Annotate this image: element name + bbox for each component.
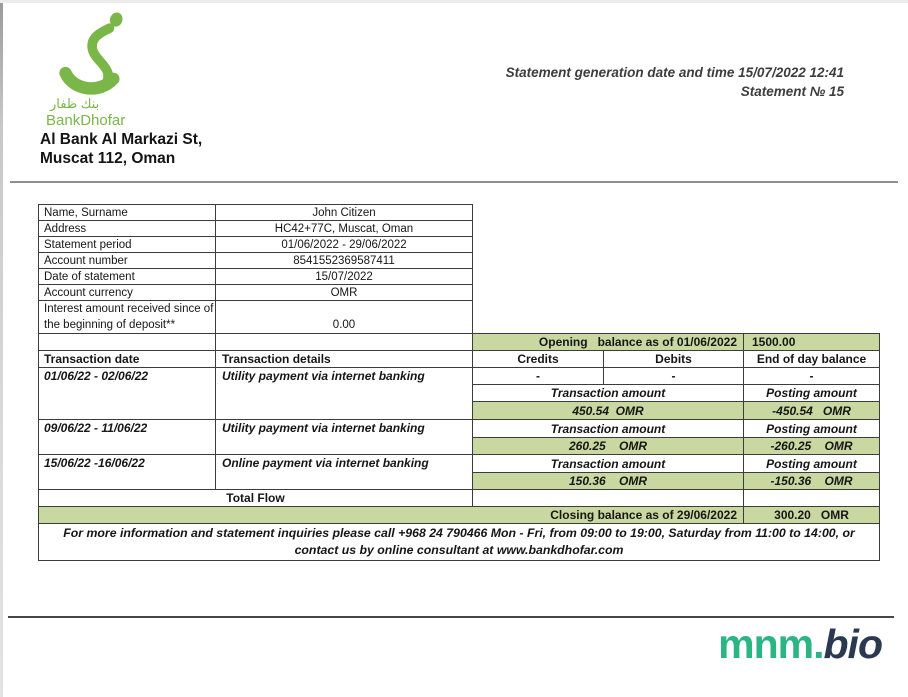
posting-amount-label: Posting amount — [744, 385, 880, 402]
bankdhofar-logo-icon — [56, 10, 142, 98]
transaction-row — [39, 420, 880, 438]
closing-balance-label: Closing balance as of 29/06/2022 — [39, 507, 744, 524]
info-value: HC42+77C, Muscat, Oman — [216, 221, 473, 237]
transaction-row — [39, 368, 880, 385]
footer-note-row — [39, 524, 880, 561]
info-label: Statement period — [39, 237, 216, 253]
header-credits: Credits — [473, 351, 604, 368]
info-row-period — [39, 237, 880, 253]
scan-edge-top — [0, 0, 908, 3]
column-header-row — [39, 351, 880, 368]
bottom-divider — [8, 616, 894, 618]
info-value: John Citizen — [216, 205, 473, 221]
transaction-amount-value: 150.36 OMR — [473, 473, 744, 490]
transaction-row — [39, 455, 880, 473]
header-transaction-details: Transaction details — [216, 351, 473, 368]
statement-table — [38, 204, 880, 561]
info-value: 0.00 — [216, 301, 473, 334]
bank-name: BankDhofar — [46, 112, 126, 129]
header-end-of-day-balance: End of day balance — [744, 351, 880, 368]
info-value: 8541552369587411 — [216, 253, 473, 269]
info-row-address — [39, 221, 880, 237]
info-value: OMR — [216, 285, 473, 301]
bank-address — [40, 130, 202, 168]
statement-generation-line: Statement generation date and time 15/07/2022 12:41 — [505, 65, 844, 80]
statement-meta — [506, 63, 844, 101]
scan-edge-left — [0, 0, 3, 697]
info-row-statement-date — [39, 269, 880, 285]
transaction-eod: - — [744, 368, 880, 385]
mnm-logo-dark-part: bio — [823, 621, 882, 667]
bank-logo — [44, 10, 204, 129]
info-value: 15/07/2022 — [216, 269, 473, 285]
posting-amount-value: -260.25 OMR — [744, 438, 880, 455]
opening-balance-row — [39, 334, 880, 351]
total-flow-row — [39, 490, 880, 507]
opening-balance-label: Opening balance as of 01/06/2022 — [473, 334, 744, 351]
info-label: Date of statement — [39, 269, 216, 285]
transaction-date: 15/06/22 -16/06/22 — [39, 455, 216, 490]
statement-number-line: Statement № 15 — [740, 84, 844, 99]
posting-amount-value: -150.36 OMR — [744, 473, 880, 490]
info-row-name — [39, 205, 880, 221]
mnm-logo-green-part: mnm. — [718, 621, 824, 667]
total-flow-label: Total Flow — [39, 490, 473, 507]
info-label: Account number — [39, 253, 216, 269]
transaction-date: 01/06/22 - 02/06/22 — [39, 368, 216, 420]
posting-amount-label: Posting amount — [744, 455, 880, 473]
info-label: Account currency — [39, 285, 216, 301]
transaction-debits: - — [604, 368, 744, 385]
footer-note-line2: contact us by online consultant at www.bankdhofar.com — [294, 543, 624, 558]
posting-amount-label: Posting amount — [744, 420, 880, 438]
transaction-details: Utility payment via internet banking — [216, 368, 473, 420]
transaction-amount-value: 260.25 OMR — [473, 438, 744, 455]
transaction-amount-label: Transaction amount — [473, 385, 744, 402]
header-divider — [10, 181, 898, 183]
transaction-date: 09/06/22 - 11/06/22 — [39, 420, 216, 455]
info-row-interest — [39, 301, 880, 334]
footer-note — [39, 524, 880, 561]
header-transaction-date: Transaction date — [39, 351, 216, 368]
opening-balance-value: 1500.00 — [744, 334, 880, 351]
posting-amount-value: -450.54 OMR — [744, 402, 880, 420]
info-row-account-number — [39, 253, 880, 269]
info-value: 01/06/2022 - 29/06/2022 — [216, 237, 473, 253]
closing-balance-row — [39, 507, 880, 524]
bank-arabic-name: بنك ظفار — [50, 96, 100, 111]
info-label: Interest amount received since of the beginning of deposit** — [39, 301, 216, 334]
transaction-amount-value: 450.54 OMR — [473, 402, 744, 420]
transaction-credits: - — [473, 368, 604, 385]
info-label: Name, Surname — [39, 205, 216, 221]
transaction-details: Utility payment via internet banking — [216, 420, 473, 455]
bank-address-line2: Muscat 112, Oman — [40, 150, 176, 167]
footer-note-line1: For more information and statement inquiries please call +968 24 790466 Mon - Fri, from 09:00 to 19:00, Saturday from 11:00 to 14:00, or — [63, 525, 855, 540]
closing-balance-value: 300.20 OMR — [744, 507, 880, 524]
info-row-currency — [39, 285, 880, 301]
transaction-amount-label: Transaction amount — [473, 420, 744, 438]
bank-address-line1: Al Bank Al Markazi St, — [40, 131, 203, 148]
mnm-bio-logo — [718, 621, 882, 668]
transaction-details: Online payment via internet banking — [216, 455, 473, 490]
transaction-amount-label: Transaction amount — [473, 455, 744, 473]
header-debits: Debits — [604, 351, 744, 368]
info-label: Address — [39, 221, 216, 237]
